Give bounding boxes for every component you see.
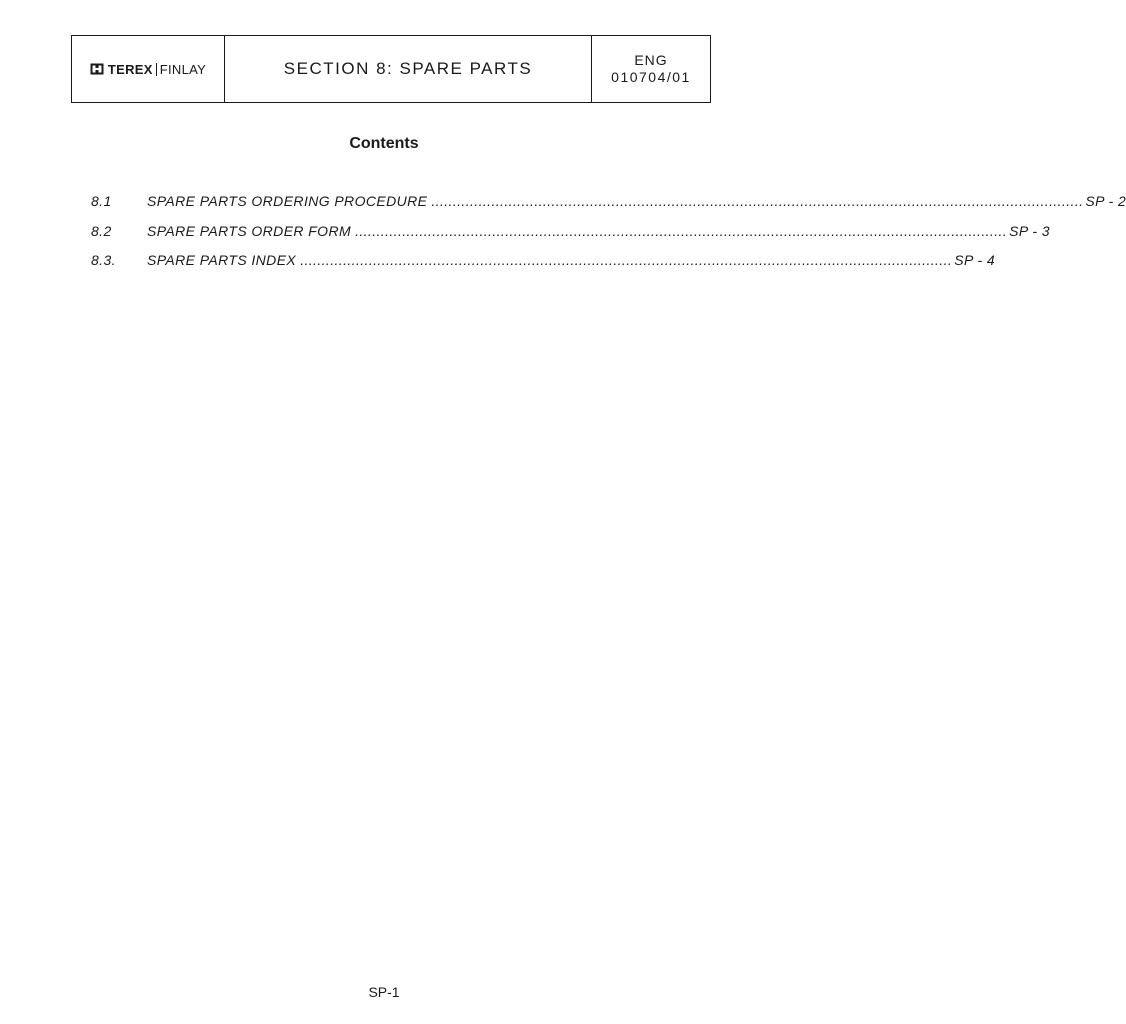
toc-dot-leader: ........................................................................................................................................................ bbox=[431, 193, 1084, 209]
terex-emblem-icon bbox=[90, 63, 104, 75]
doc-code-cell bbox=[592, 36, 710, 102]
section-title-cell bbox=[225, 36, 592, 102]
language-label: ENG bbox=[634, 52, 668, 68]
contents-heading: Contents bbox=[349, 135, 419, 152]
toc-entry[interactable] bbox=[91, 222, 1050, 253]
toc-dot-leader: ........................................................................................................................................................ bbox=[355, 222, 1008, 239]
brand-finlay: FINLAY bbox=[159, 61, 207, 77]
page-number: SP-1 bbox=[368, 984, 400, 1000]
terex-finlay-logo bbox=[90, 62, 206, 77]
toc-page: SP - 4 bbox=[954, 252, 996, 268]
table-of-contents bbox=[91, 193, 1126, 282]
section-title: SECTION 8: SPARE PARTS bbox=[283, 59, 533, 78]
toc-dot-leader: ........................................................................................................................................................ bbox=[300, 252, 953, 268]
toc-entry[interactable] bbox=[91, 193, 1126, 223]
brand-divider bbox=[156, 63, 157, 76]
document-code: 010704/01 bbox=[611, 69, 691, 85]
toc-entry[interactable] bbox=[91, 252, 996, 282]
toc-page: SP - 2 bbox=[1085, 193, 1126, 209]
toc-title: SPARE PARTS ORDER FORM bbox=[147, 222, 352, 239]
toc-number: 8.2 bbox=[91, 222, 112, 239]
toc-page: SP - 3 bbox=[1009, 222, 1050, 239]
toc-title: SPARE PARTS ORDERING PROCEDURE bbox=[147, 193, 428, 209]
toc-number: 8.1 bbox=[91, 193, 112, 209]
document-header bbox=[71, 35, 711, 103]
brand-terex: TEREX bbox=[107, 61, 153, 77]
logo-cell bbox=[72, 36, 225, 102]
toc-title: SPARE PARTS INDEX bbox=[147, 252, 297, 268]
toc-number: 8.3. bbox=[91, 252, 116, 268]
